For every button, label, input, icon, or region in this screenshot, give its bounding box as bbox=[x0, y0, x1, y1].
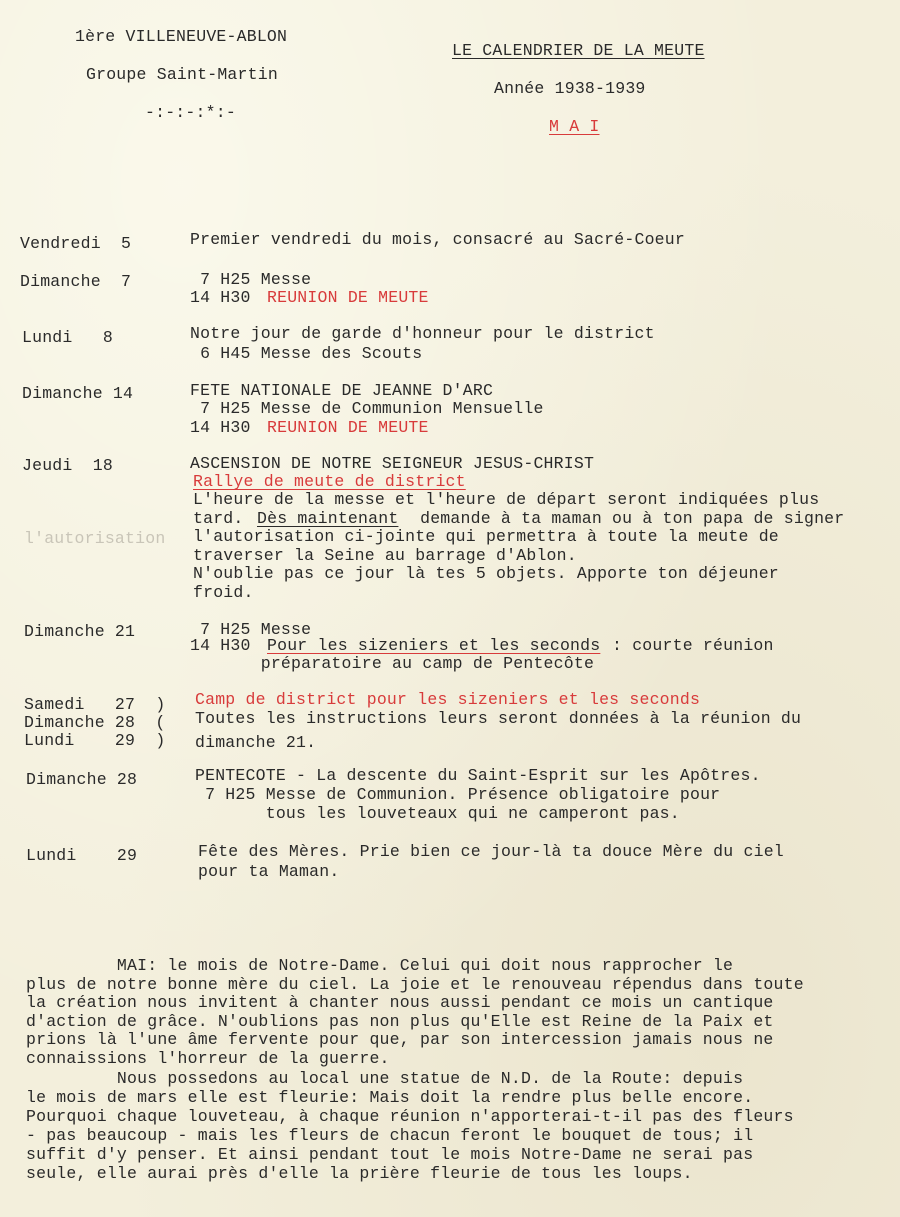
entry-line: Notre jour de garde d'honneur pour le district bbox=[190, 324, 655, 343]
entry-line: 6 H45 Messe des Scouts bbox=[190, 344, 423, 363]
entry-day: Lundi 8 bbox=[22, 328, 113, 347]
closing-line: plus de notre bonne mère du ciel. La joie et le renouveau répendus dans toute bbox=[26, 975, 804, 994]
entry-day: Jeudi 18 bbox=[22, 456, 113, 475]
closing-line: suffit d'y penser. Et ainsi pendant tout le mois Notre-Dame ne serai pas bbox=[26, 1145, 754, 1164]
entry-line: traverser la Seine au barrage d'Ablon. bbox=[193, 546, 577, 565]
closing-line: d'action de grâce. N'oublions pas non plus qu'Elle est Reine de la Paix et bbox=[26, 1012, 774, 1031]
entry-line: tous les louveteaux qui ne camperont pas. bbox=[195, 804, 680, 823]
closing-line: la création nous invitent à chanter nous aussi pendant ce mois un cantique bbox=[26, 993, 774, 1012]
entry-line: : courte réunion bbox=[612, 636, 774, 655]
entry-day: Samedi 27 ) bbox=[24, 695, 166, 714]
document-month: M A I bbox=[549, 117, 600, 136]
entry-day: Dimanche 21 bbox=[24, 622, 136, 641]
closing-line: Pourquoi chaque louveteau, à chaque réunion n'apporterai-t-il pas des fleurs bbox=[26, 1107, 794, 1126]
entry-line: 7 H25 Messe bbox=[190, 270, 312, 289]
closing-line: prions là l'une âme fervente pour que, par son intercession jamais nous ne bbox=[26, 1030, 774, 1049]
document-year: Année 1938-1939 bbox=[494, 79, 646, 98]
entry-red-line: Camp de district pour les sizeniers et les seconds bbox=[195, 690, 701, 709]
entry-line: 14 H30 bbox=[190, 418, 261, 437]
entry-red-line: REUNION DE MEUTE bbox=[267, 418, 429, 437]
entry-line: 14 H30 bbox=[190, 636, 261, 655]
entry-line: L'heure de la messe et l'heure de départ seront indiquées plus bbox=[193, 490, 820, 509]
entry-line: préparatoire au camp de Pentecôte bbox=[190, 654, 595, 673]
header-group: Groupe Saint-Martin bbox=[86, 65, 278, 84]
entry-day: Lundi 29 ) bbox=[24, 731, 166, 750]
entry-line: dimanche 21. bbox=[195, 733, 317, 752]
entry-line: Fête des Mères. Prie bien ce jour-là ta douce Mère du ciel bbox=[198, 842, 784, 861]
entry-line: 7 H25 Messe bbox=[190, 620, 312, 639]
entry-line: pour ta Maman. bbox=[198, 862, 340, 881]
closing-line: le mois de mars elle est fleurie: Mais doit la rendre plus belle encore. bbox=[26, 1088, 754, 1107]
entry-day: Dimanche 14 bbox=[22, 384, 134, 403]
entry-line: tard. bbox=[193, 509, 254, 528]
entry-line: l'autorisation ci-jointe qui permettra à toute la meute de bbox=[193, 527, 779, 546]
entry-line: demande à ta maman ou à ton papa de signer bbox=[410, 509, 845, 528]
entry-line: 7 H25 Messe de Communion. Présence obligatoire pour bbox=[195, 785, 721, 804]
closing-line: seule, elle aurai près d'elle la prière fleurie de tous les loups. bbox=[26, 1164, 693, 1183]
entry-line: N'oublie pas ce jour là tes 5 objets. Apporte ton déjeuner bbox=[193, 564, 779, 583]
entry-day: Dimanche 7 bbox=[20, 272, 132, 291]
entry-day: Lundi 29 bbox=[26, 846, 138, 865]
closing-line: connaissions l'horreur de la guerre. bbox=[26, 1049, 390, 1068]
entry-red-line: REUNION DE MEUTE bbox=[267, 288, 429, 307]
entry-red-line: Rallye de meute de district bbox=[193, 472, 466, 491]
entry-line: Premier vendredi du mois, consacré au Sacré-Coeur bbox=[190, 230, 685, 249]
header-ornament: -:-:-:*:- bbox=[145, 103, 236, 122]
margin-note: l'autorisation bbox=[24, 529, 166, 548]
closing-line: - pas beaucoup - mais les fleurs de chacun feront le bouquet de tous; il bbox=[26, 1126, 754, 1145]
entry-emphasis: Pour les sizeniers et les seconds bbox=[267, 636, 601, 655]
entry-day: Dimanche 28 bbox=[26, 770, 138, 789]
entry-line: 7 H25 Messe de Communion Mensuelle bbox=[190, 399, 544, 418]
entry-line: froid. bbox=[193, 583, 254, 602]
entry-line: FETE NATIONALE DE JEANNE D'ARC bbox=[190, 381, 494, 400]
entry-day: Dimanche 28 ( bbox=[24, 713, 166, 732]
closing-line: Nous possedons au local une statue de N.D. de la Route: depuis bbox=[26, 1069, 744, 1088]
header-unit: 1ère VILLENEUVE-ABLON bbox=[75, 27, 288, 46]
entry-emphasis: Dès maintenant bbox=[257, 509, 399, 528]
entry-line: Toutes les instructions leurs seront données à la réunion du bbox=[195, 709, 802, 728]
entry-line: 14 H30 bbox=[190, 288, 261, 307]
entry-day: Vendredi 5 bbox=[20, 234, 132, 253]
document-title: LE CALENDRIER DE LA MEUTE bbox=[452, 41, 705, 60]
entry-line: ASCENSION DE NOTRE SEIGNEUR JESUS-CHRIST bbox=[190, 454, 595, 473]
entry-line: PENTECOTE - La descente du Saint-Esprit sur les Apôtres. bbox=[195, 766, 761, 785]
closing-line: MAI: le mois de Notre-Dame. Celui qui doit nous rapprocher le bbox=[26, 956, 734, 975]
